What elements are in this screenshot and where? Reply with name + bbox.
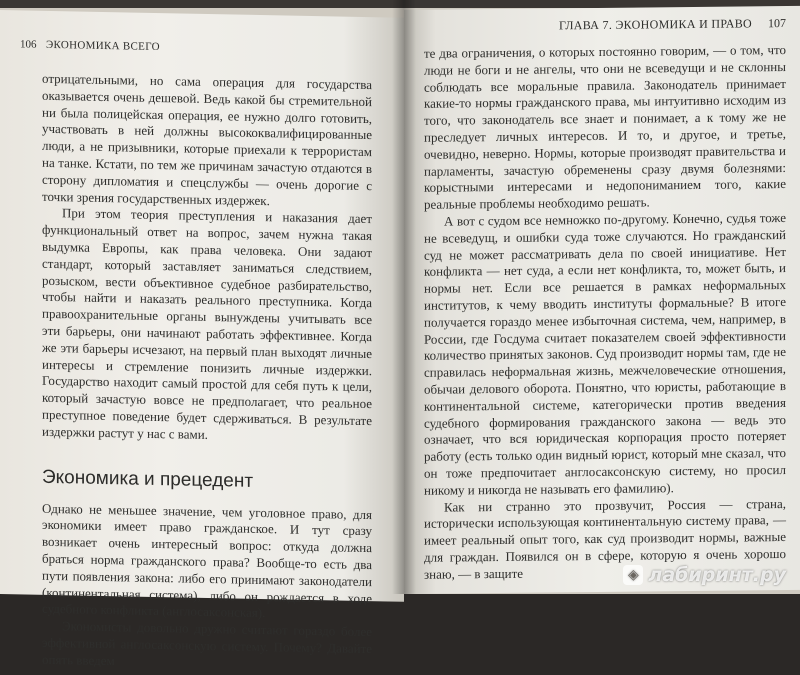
paragraph: отрицательными, но сама операция для государства оказывается очень дешевой. Ведь какой бы стремительной ни была полицейская операция, ее нужно долго готовить, участвовать в ней должны высококвалифицированные люди, а не призывники, которые приехали к террористам на танке. Кстати, по тем же причинам зачастую отдаются в сторону дипломатия и спецслужбы — очень дорогие с точки зрения государственных издержек. — [42, 70, 372, 208]
right-page-number: 107 — [768, 15, 786, 31]
right-page-text — [424, 42, 786, 583]
labyrinth-logo-icon: ◈ — [623, 565, 643, 585]
paragraph: А вот с судом все немножко по-другому. Конечно, судья тоже не всеведущ, и ошибки суда тоже случаются. Но гражданский суд не может рассматривать дела по своей инициативе. Нет конфликта — нет суда, а если нет конфликта, то, может быть, и нормы нет. Если все решается в рамках неформальных институтов, к чему вводить институты формальные? В итоге получается гораздо менее избыточная система, чем, например, в России, где Госдума считает показателем своей эффективности количество принятых законов. Суд производит нормы там, где не справилась неформальная жизнь, межчеловеческие отношения, обычаи делового оборота. Понятно, что юристы, работающие в континентальной системе, категорически против введения судебного формирования гражданского закона — ведь это означает, что вся юридическая корпорация просто потеряет работу (есть только один видный юрист, который мне сказал, что он тоже предпочитает англосаксонскую систему, но просил никому и никогда не называть его фамилию). — [424, 209, 786, 498]
watermark — [623, 564, 786, 586]
paragraph: При этом теория преступления и наказания дает функциональный ответ на вопрос, зачем нужна такая выдумка Европы, как права человека. Они задают стандарт, который заставляет заниматься следствием, розыском, вести объективное судебное разбирательство, чтобы найти и наказать реального преступника. Когда правоохранительные органы вынуждены учитывать все эти барьеры, они начинают работать эффективнее. Когда же эти барьеры исчезают, на первый план выходят личные интересы и стремление понизить личные издержки. Государство находит самый простой для себя путь к цели, который зачастую вовсе не предполагает, что реальное преступное поведение будет сдерживаться. В результате издержки растут у нас с вами. — [42, 205, 372, 442]
paragraph: те два ограничения, о которых постоянно говорим, — о том, что люди не боги и не ангелы, что они не всеведущи и не склонны соблюдать все моральные правила. Законодатель принимает какие-то нормы гражданского права, мы интуитивно исходим из того, что законодатель все знает и понимает, а к тому же не преследует личных интересов. И то, и другое, и третье, очевидно, неверно. Нормы, которые производят правительства и парламенты, зачастую обременены сразу двумя болезнями: корыстными интересами и недопониманием того, какие реальные проблемы необходимо решать. — [424, 41, 786, 212]
right-page — [404, 6, 800, 594]
left-page-text — [42, 71, 372, 675]
section-heading: Экономика и прецедент — [42, 466, 254, 492]
paragraph: Однако не меньшее значение, чем уголовное право, для экономики имеет право гражданское. И тут сразу возникает очень интересный вопрос: откуда должна браться норма гражданского права? Вообще-то есть два пути появления закона: либо его принимают законодатели (континентальная система), либо он рождается в ходе судебного конфликта (англосаксонская). — [42, 500, 372, 621]
left-page-number: 106 — [20, 38, 37, 51]
left-running-head: ЭКОНОМИКА ВСЕГО — [46, 38, 160, 54]
left-page — [0, 10, 404, 668]
paragraph: Как ни странно это прозвучит, Россия — страна, исторически использующая континентальную систему права, — имеет реальный опыт того, как суд производит нормы, важные для граждан. Появился он в сфере, которую я очень хорошо знаю, — в защите — [424, 495, 786, 582]
watermark-text: лабиринт.ру — [648, 564, 786, 586]
right-running-head: ГЛАВА 7. ЭКОНОМИКА И ПРАВО — [559, 16, 752, 33]
paragraph: Экономисты довольно дружно считают гораздо более эффективной англосаксонскую систему. Почему? Давайте опять введем — [42, 618, 372, 668]
